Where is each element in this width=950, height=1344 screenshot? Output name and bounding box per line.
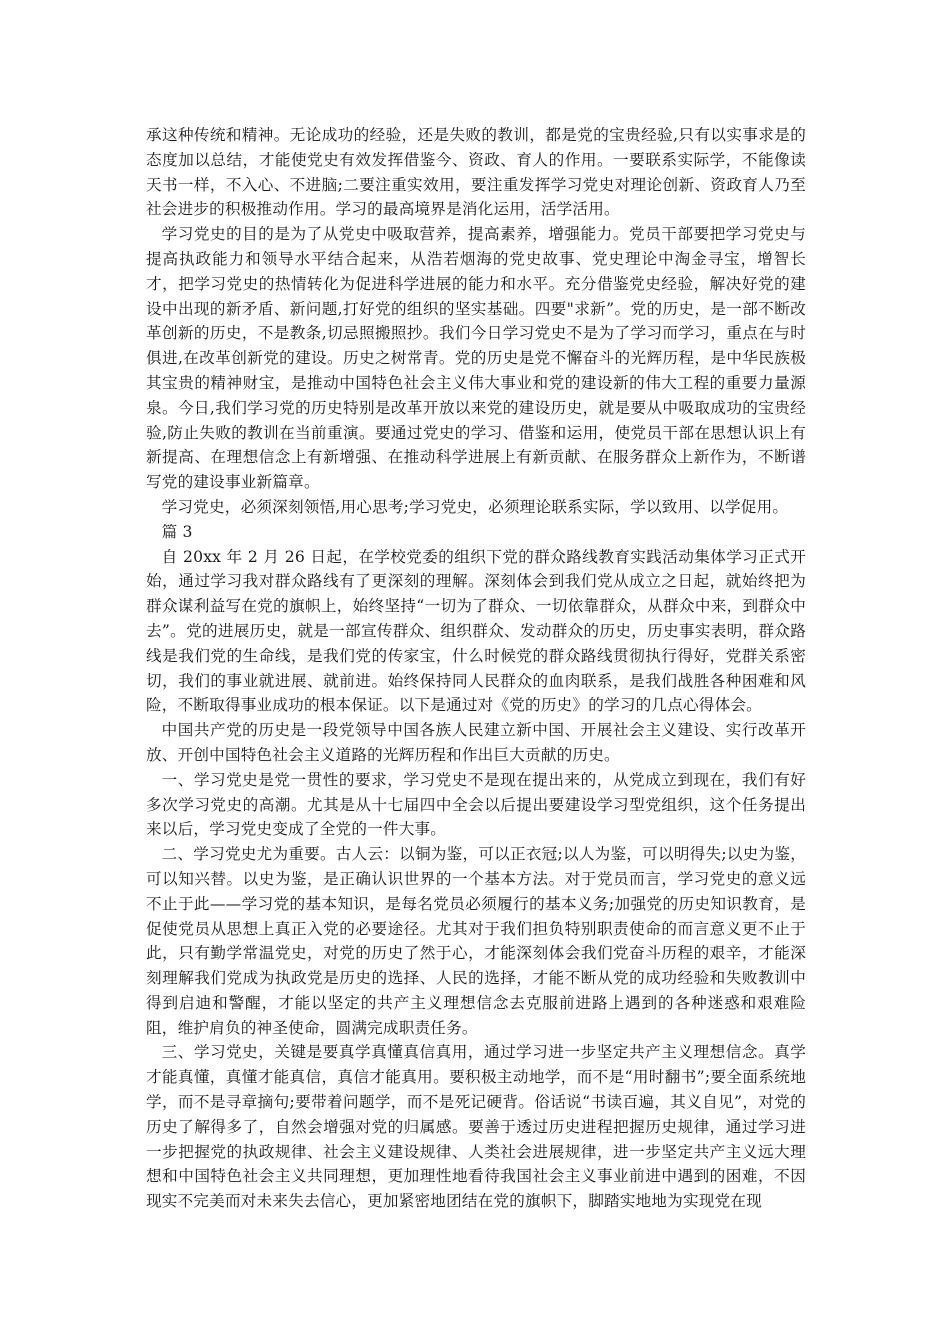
paragraph-6: 一、学习党史是党一贯性的要求，学习党史不是现在提出来的，从党成立到现在，我们有好多次学习党史的高潮。尤其是从十七届四中全会以后提出要建设学习型党组织，这个任务提出来以后，学习党史变成了全党的一件大事。 <box>146 770 806 839</box>
paragraph-7: 二、学习党史尤为重要。古人云：以铜为鉴，可以正衣冠;以人为鉴，可以明得失;以史为鉴，可以知兴替。以史为鉴，是正确认识世界的一个基本方法。对于党员而言，学习党史的意义远不止于此——学习党的基本知识，是每名党员必须履行的基本义务;加强党的历史知识教育，是促使党员从思想上真正入党的必要途径。尤其对于我们担负特别职责使命的而言意义更不止于此，只有勤学常温党史，对党的历史了然于心，才能深刻体会我们党奋斗历程的艰辛，才能深刻理解我们党成为执政党是历史的选择、人民的选择，才能不断从党的成功经验和失败教训中得到启迪和警醒，才能以坚定的共产主义理想信念去克服前进路上遇到的各种迷惑和艰难险阻，维护肩负的神圣使命，圆满完成职责任务。 <box>146 845 806 1037</box>
paragraph-5: 中国共产党的历史是一段党领导中国各族人民建立新中国、开展社会主义建设、实行改革开放、开创中国特色社会主义道路的光辉历程和作出巨大贡献的历史。 <box>146 721 806 764</box>
document-page <box>146 123 806 1214</box>
paragraph-1: 承这种传统和精神。无论成功的经验，还是失败的教训，都是党的宝贵经验,只有以实事求是的态度加以总结，才能使党史有效发挥借鉴今、资政、育人的作用。一要联系实际学，不能像读天书一样，不入心、不进脑;二要注重实效用，要注重发挥学习党史对理论创新、资政育人乃至社会进步的积极推动作用。学习的最高境界是消化运用，活学活用。 <box>146 126 806 219</box>
section-heading: 篇 3 <box>161 522 193 541</box>
paragraph-3: 学习党史，必须深刻领悟,用心思考;学习党史，必须理论联系实际，学以致用、以学促用。 <box>161 497 789 516</box>
paragraph-4: 自 20xx 年 2 月 26 日起，在学校党委的组织下党的群众路线教育实践活动集体学习正式开始，通过学习我对群众路线有了更深刻的理解。深刻体会到我们党从成立之日起，就始终把为群众谋利益写在党的旗帜上，始终坚持“一切为了群众、一切依靠群众，从群众中来，到群众中去”。党的进展历史，就是一部宣传群众、组织群众、发动群众的历史，历史事实表明，群众路线是我们党的生命线，是我们党的传家宝，什么时候党的群众路线贯彻执行得好，党群关系密切，我们的事业就进展、就前进。始终保持同人民群众的血肉联系，是我们战胜各种困难和风险，不断取得事业成功的根本保证。以下是通过对《党的历史》的学习的几点心得体会。 <box>146 547 806 715</box>
paragraph-2: 学习党史的目的是为了从党史中吸取营养，提高素养，增强能力。党员干部要把学习党史与提高执政能力和领导水平结合起来，从浩若烟海的党史故事、党史理论中淘金寻宝，增智长才，把学习党史的热情转化为促进科学进展的能力和水平。充分借鉴党史经验，解决好党的建设中出现的新矛盾、新问题,打好党的组织的坚实基础。四要"求新”。党的历史，是一部不断改革创新的历史，不是教条,切忌照搬照抄。我们今日学习党史不是为了学习而学习，重点在与时俱进,在改革创新党的建设。历史之树常青。党的历史是党不懈奋斗的光辉历程，是中华民族极其宝贵的精神财宝，是推动中国特色社会主义伟大事业和党的建设新的伟大工程的重要力量源泉。今日,我们学习党的历史特别是改革开放以来党的建设历史，就是要从中吸取成功的宝贵经验,防止失败的教训在当前重演。要通过党史的学习、借鉴和运用，使党员干部在思想认识上有新提高、在理想信念上有新增强、在推动科学进展上有新贡献、在服务群众上新作为，不断谱写党的建设事业新篇章。 <box>146 225 806 492</box>
paragraph-8: 三、学习党史，关键是要真学真懂真信真用，通过学习进一步坚定共产主义理想信念。真学才能真懂，真懂才能真信，真信才能真用。要积极主动地学，而不是“用时翻书”;要全面系统地学，而不是寻章摘句;要带着问题学，而不是死记硬背。俗话说“书读百遍，其义自见”，对党的历史了解得多了，自然会增强对党的归属感。要善于透过历史进程把握历史规律，通过学习进一步把握党的执政规律、社会主义建设规律、人类社会进展规律，进一步坚定共产主义远大理想和中国特色社会主义共同理想，更加理性地看待我国社会主义事业前进中遇到的困难，不因现实不完美而对未来失去信心，更加紧密地团结在党的旗帜下，脚踏实地地为实现党在现 <box>146 1043 806 1211</box>
